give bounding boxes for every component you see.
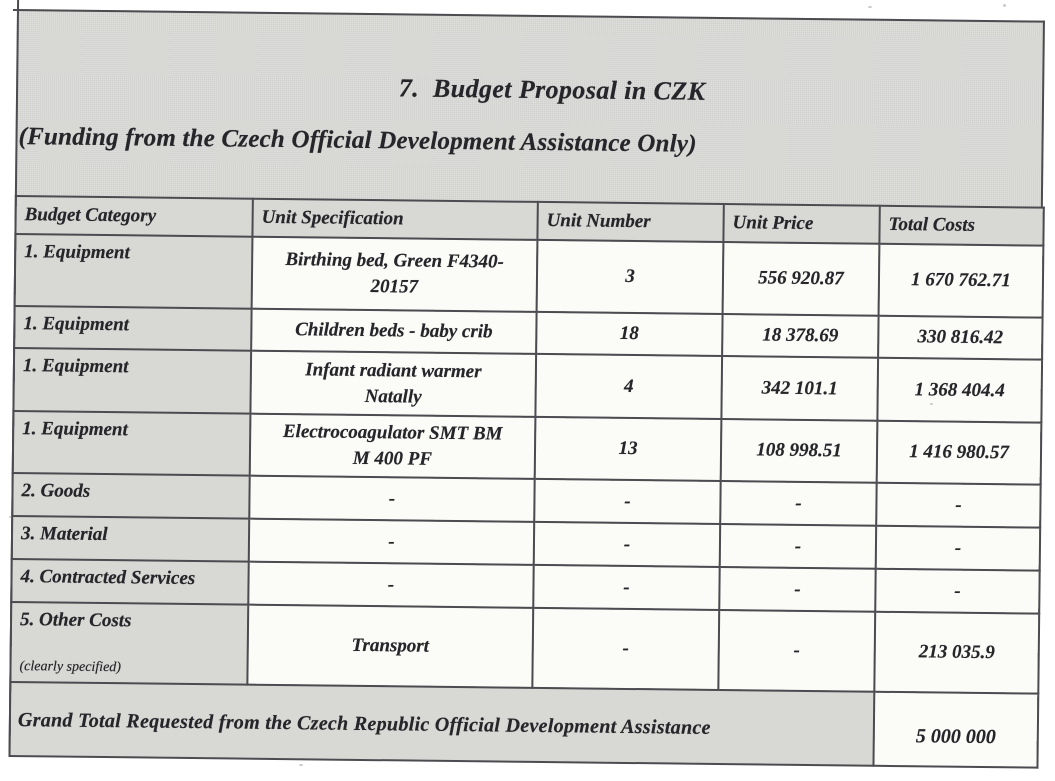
unit-number-cell: 13 xyxy=(535,417,722,481)
total-costs-cell: 1 416 980.57 xyxy=(877,421,1042,485)
unit-number-cell: - xyxy=(534,522,720,567)
unit-number-cell: 18 xyxy=(536,312,722,356)
unit-spec-cell xyxy=(250,414,536,479)
scan-speck xyxy=(299,764,303,766)
budget-category-cell: 1. Equipment xyxy=(13,411,251,476)
unit-number-cell: - xyxy=(533,565,719,610)
unit-spec-cell xyxy=(250,351,536,417)
page-top-rule xyxy=(13,9,1045,23)
other-costs-note: (clearly specified) xyxy=(19,659,122,676)
total-costs-cell: - xyxy=(876,483,1040,528)
unit-spec-text: Electrocoagulator SMT BM M 400 PF xyxy=(282,421,503,470)
total-costs-cell: - xyxy=(876,526,1040,571)
unit-spec-cell: - xyxy=(248,562,533,608)
budget-category-cell: 1. Equipment xyxy=(13,348,251,414)
budget-category-cell xyxy=(10,602,248,685)
unit-price-cell: - xyxy=(720,481,876,526)
table-row xyxy=(15,234,1044,318)
unit-price-cell: 556 920.87 xyxy=(723,242,880,316)
unit-number-cell: 3 xyxy=(537,240,724,314)
unit-price-cell: - xyxy=(719,567,875,612)
header-budget-category: Budget Category xyxy=(15,196,252,237)
scan-speck xyxy=(868,6,872,8)
unit-spec-text: Birthing bed, Green F4340-20157 xyxy=(285,249,505,298)
budget-category-cell: 3. Material xyxy=(12,516,249,562)
unit-price-cell: 18 378.69 xyxy=(722,314,878,358)
budget-category-cell: 1. Equipment xyxy=(14,306,251,351)
total-costs-cell: 1 368 404.4 xyxy=(877,358,1042,423)
table-row xyxy=(13,411,1042,485)
total-costs-cell: 330 816.42 xyxy=(878,316,1042,360)
total-costs-cell: - xyxy=(875,569,1039,614)
grand-total-value: 5 000 000 xyxy=(873,692,1038,768)
section-subtitle: (Funding from the Czech Official Development Assistance Only) xyxy=(18,123,697,158)
total-costs-cell: 213 035.9 xyxy=(874,612,1039,694)
scan-speck xyxy=(1003,4,1006,7)
section-title: 7. Budget Proposal in CZK xyxy=(398,73,706,106)
budget-category-cell: 1. Equipment xyxy=(15,234,253,309)
unit-spec-text: Infant radiant warmer Natally xyxy=(305,359,482,408)
scan-speck xyxy=(930,403,933,405)
unit-number-cell: - xyxy=(532,608,719,690)
other-costs-label-stack xyxy=(19,609,241,678)
table-row xyxy=(10,602,1039,694)
header-total-costs: Total Costs xyxy=(879,206,1043,246)
other-costs-label: 5. Other Costs xyxy=(19,609,132,632)
unit-spec-cell: - xyxy=(249,476,534,522)
unit-spec-cell xyxy=(251,309,536,354)
header-unit-number: Unit Number xyxy=(537,202,723,242)
unit-price-cell: - xyxy=(720,524,876,569)
header-unit-price: Unit Price xyxy=(723,204,879,244)
unit-price-cell: - xyxy=(718,610,875,692)
unit-spec-cell xyxy=(252,237,538,312)
unit-spec-cell: - xyxy=(249,519,534,565)
budget-category-cell: 4. Contracted Services xyxy=(11,559,248,605)
scanned-document-block xyxy=(9,9,1045,767)
grand-total-row xyxy=(10,682,1039,768)
grand-total-label: Grand Total Requested from the Czech Republic Official Development Assistance xyxy=(10,682,875,766)
table-row xyxy=(13,348,1042,423)
budget-table xyxy=(9,195,1045,769)
unit-number-cell: 4 xyxy=(535,354,722,419)
total-costs-cell: 1 670 762.71 xyxy=(879,244,1044,318)
scan-speck xyxy=(9,516,12,518)
unit-spec-cell: Transport xyxy=(247,605,533,688)
budget-category-cell: 2. Goods xyxy=(12,473,249,519)
unit-number-cell: - xyxy=(534,479,720,524)
unit-price-cell: 342 101.1 xyxy=(721,356,878,421)
unit-spec-text: Children beds - baby crib xyxy=(295,319,493,343)
unit-price-cell: 108 998.51 xyxy=(721,419,878,483)
header-unit-specification: Unit Specification xyxy=(252,199,537,240)
